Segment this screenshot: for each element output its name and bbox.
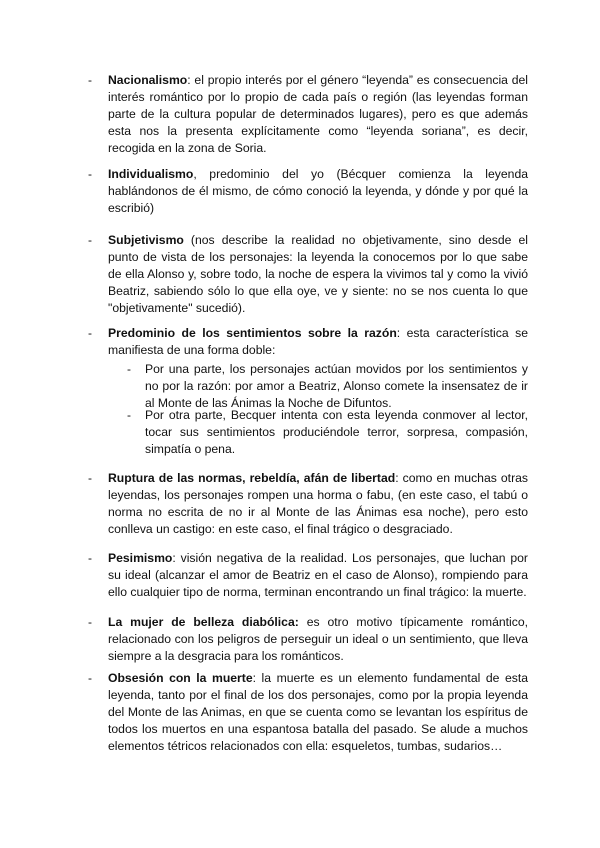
item-text <box>108 614 528 665</box>
bullet-dash: - <box>88 615 92 629</box>
item-body: : visión negativa de la realidad. Los personajes, que luchan por su ideal (alcanzar el amor de Beatriz en el caso de Alonso), rompiendo para ello cualquier tipo de norma, terminan encontrando un final trágico: la muerte. <box>108 551 528 599</box>
item-text <box>108 72 528 157</box>
item-text <box>108 325 528 359</box>
item-term: Ruptura de las normas, rebeldía, afán de libertad <box>108 471 396 485</box>
item-body: : la muerte es un elemento fundamental de esta leyenda, tanto por el final de los dos personajes, como por la propia leyenda del Monte de las Animas, en que se cuenta como se levantan los espíritus de todos los muertos en una espantosa batalla del pasado. Se alude a muchos elementos tétricos relacionados con ella: esqueletos, tumbas, sudarios… <box>108 671 528 753</box>
item-term: La mujer de belleza diabólica: <box>108 615 299 629</box>
bullet-dash: - <box>88 73 92 87</box>
sub-item-text: Por una parte, los personajes actúan movidos por los sentimientos y no por la razón: por amor a Beatriz, Alonso comete la insensatez de ir al Monte de las Ánimas la Noche de Difuntos. <box>145 362 528 410</box>
item-term: Individualismo <box>108 167 194 181</box>
item-text <box>108 550 528 601</box>
bullet-dash: - <box>88 471 92 485</box>
item-term: Pesimismo <box>108 551 173 565</box>
item-term: Subjetivismo <box>108 233 184 247</box>
item-body: , predominio del yo (Bécquer comienza la leyenda hablándonos de él mismo, de cómo conoció la leyenda, y dónde y por qué la escribió) <box>108 167 528 215</box>
bullet-dash: - <box>127 362 131 376</box>
item-term: Obsesión con la muerte <box>108 671 253 685</box>
item-term: Predominio de los sentimientos sobre la razón <box>108 326 397 340</box>
item-body: es otro motivo típicamente romántico, relacionado con los peligros de perseguir un ideal o un sentimiento, que lleva siempre a la desgracia para los románticos. <box>108 615 528 663</box>
bullet-dash: - <box>88 167 92 181</box>
item-text <box>108 470 528 538</box>
item-body: (nos describe la realidad no objetivamente, sino desde el punto de vista de los personajes: la leyenda la conocemos por lo que sabe de ella Alonso y, sobre todo, la noche de espera la vivimos tal y como la vivió Beatriz, sabiendo sólo lo que ella oye, ve y siente: no se nos cuenta lo que "objetivamente" sucedió). <box>108 233 528 315</box>
item-body: : esta característica se manifiesta de una forma doble: <box>108 326 528 357</box>
item-text <box>108 670 528 755</box>
item-text <box>108 166 528 217</box>
item-term: Nacionalismo <box>108 73 188 87</box>
item-body: : el propio interés por el género “leyenda” es consecuencia del interés romántico por lo propio de cada país o región (las leyendas forman parte de la cultura popular de determinados lugares), pero es que además esta nos la presenta explícitamente como “leyenda soriana”, es decir, recogida en la zona de Soria. <box>108 73 528 155</box>
bullet-dash: - <box>127 408 131 422</box>
bullet-dash: - <box>88 671 92 685</box>
item-body: : como en muchas otras leyendas, los personajes rompen una horma o fabu, (en este caso, el tabú o norma no escrita de no ir al Monte de las Ánimas esa noche), pero esto conlleva un castigo: en este caso, el final trágico o desgraciado. <box>108 471 528 536</box>
sub-item-text: Por otra parte, Becquer intenta con esta leyenda conmover al lector, tocar sus sentimientos produciéndole terror, sorpresa, compasión, simpatía o pena. <box>145 408 528 456</box>
bullet-dash: - <box>88 326 92 340</box>
bullet-dash: - <box>88 233 92 247</box>
bullet-dash: - <box>88 551 92 565</box>
item-text <box>108 232 528 317</box>
